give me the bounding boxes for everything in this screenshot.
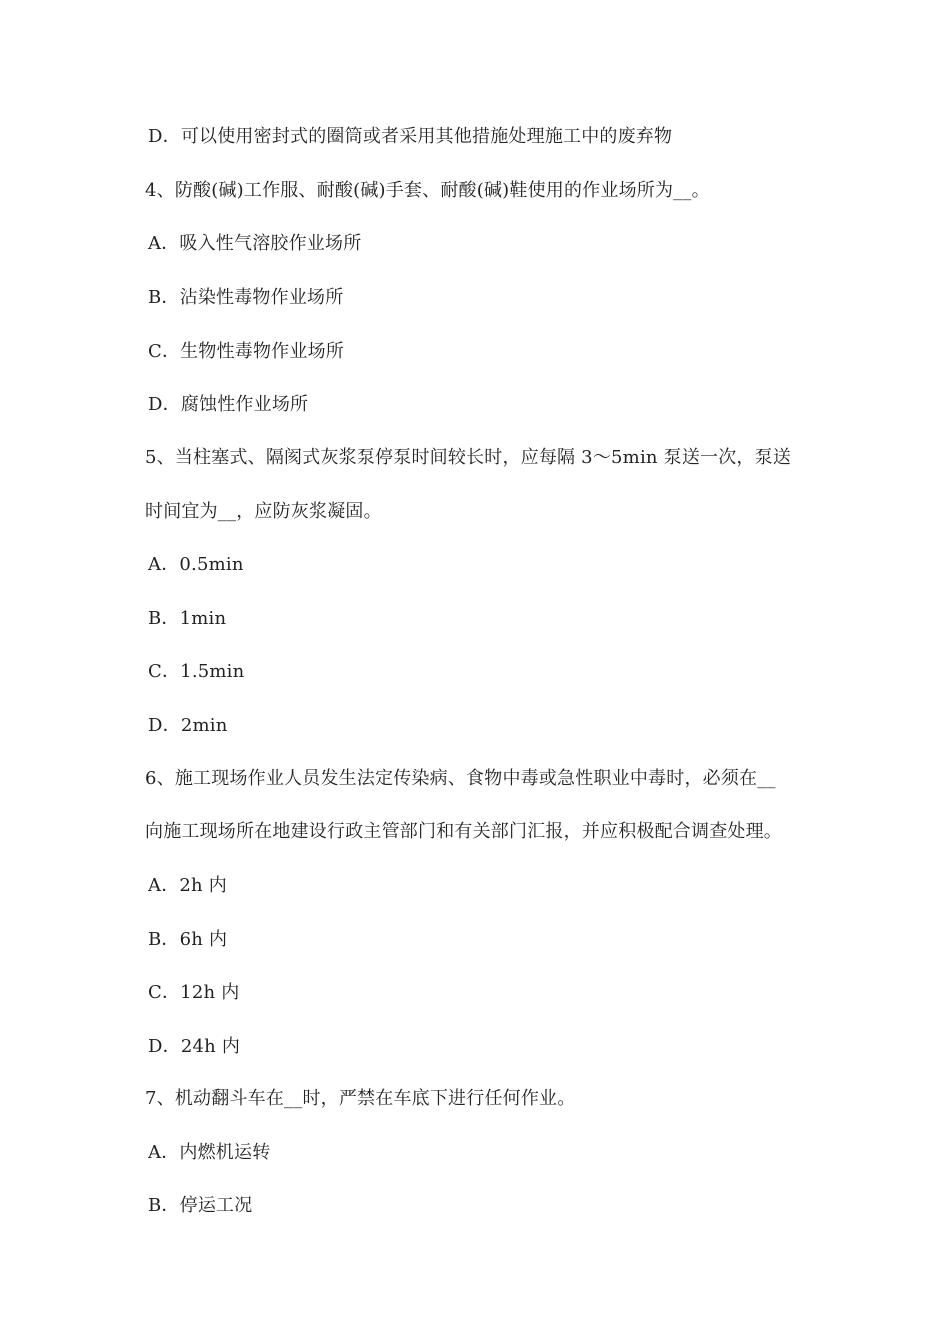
question-6: 6、施工现场作业人员发生法定传染病、食物中毒或急性职业中毒时，必须在__ — [145, 768, 776, 789]
q5-option-b: B．1min — [148, 608, 227, 629]
question-6-cont: 向施工现场所在地建设行政主管部门和有关部门汇报，并应积极配合调查处理。 — [145, 821, 782, 842]
q7-option-a: A．内燃机运转 — [148, 1142, 271, 1163]
q4-option-c: C．生物性毒物作业场所 — [148, 341, 344, 362]
q6-option-a: A．2h 内 — [148, 875, 227, 896]
question-5-cont: 时间宜为__，应防灰浆凝固。 — [145, 501, 382, 522]
q5-option-a: A．0.5min — [148, 554, 244, 575]
question-7: 7、机动翻斗车在__时，严禁在车底下进行任何作业。 — [145, 1088, 576, 1109]
q6-option-b: B．6h 内 — [148, 929, 228, 950]
q4-option-a: A．吸入性气溶胶作业场所 — [148, 233, 362, 254]
question-5: 5、当柱塞式、隔阂式灰浆泵停泵时间较长时，应每隔 3～5min 泵送一次，泵送 — [145, 447, 792, 468]
q6-option-c: C．12h 内 — [148, 982, 240, 1003]
q7-option-b: B．停运工况 — [148, 1195, 253, 1216]
q5-option-c: C．1.5min — [148, 661, 245, 682]
q4-option-b: B．沾染性毒物作业场所 — [148, 287, 344, 308]
q6-option-d: D．24h 内 — [148, 1036, 241, 1057]
q5-option-d: D．2min — [148, 715, 228, 736]
q4-option-d: D．腐蚀性作业场所 — [148, 394, 309, 415]
question-4: 4、防酸(碱)工作服、耐酸(碱)手套、耐酸(碱)鞋使用的作业场所为__。 — [145, 180, 710, 201]
q3-option-d: D．可以使用密封式的圈筒或者采用其他措施处理施工中的废弃物 — [148, 126, 673, 147]
